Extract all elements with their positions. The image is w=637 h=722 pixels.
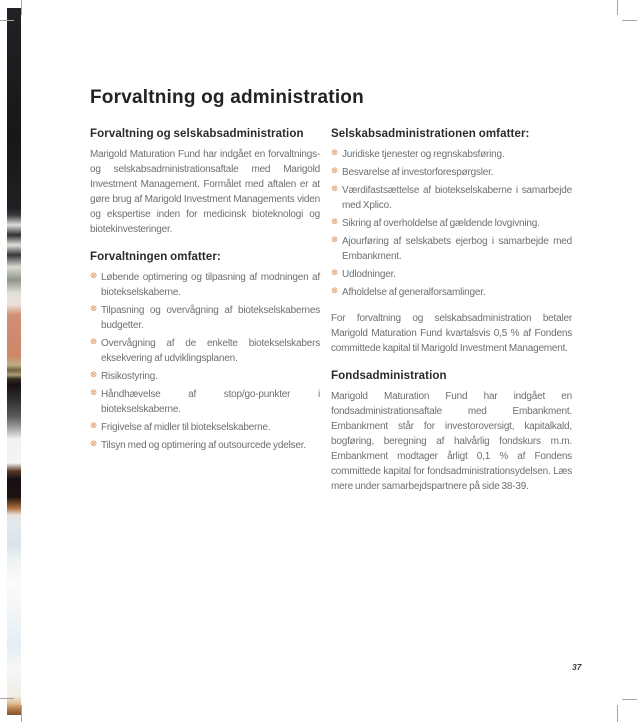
list-item-text: Løbende optimering og tilpasning af modningen af biotekselskaberne.: [101, 272, 320, 298]
page-content: [90, 86, 572, 505]
bullet-icon: ⊗: [331, 166, 339, 176]
section-heading-fondsadministration: Fondsadministration: [331, 370, 447, 382]
bullet-icon: ⊗: [90, 439, 98, 449]
list-item: [331, 147, 572, 162]
list-item-text: Tilpasning og overvågning af biotekselskabernes budgetter.: [101, 305, 320, 331]
two-column-layout: [90, 127, 572, 505]
list-item-text: Risikostyring.: [101, 371, 158, 382]
bullet-icon: ⊗: [331, 235, 339, 245]
list-item: [90, 438, 320, 453]
list-item-text: Værdifastsættelse af biotekselskaberne i samarbejde med Xplico.: [342, 185, 572, 211]
list-item: [331, 234, 572, 264]
crop-mark-top-left-horizontal: [0, 20, 14, 21]
bullet-icon: ⊗: [331, 268, 339, 278]
list-item: [90, 336, 320, 366]
list-item: [90, 369, 320, 384]
bullet-icon: ⊗: [90, 370, 98, 380]
list-item-text: Overvågning af de enkelte biotekselskabers eksekvering af udviklingsplanen.: [101, 338, 320, 364]
crop-mark-bottom-right-vertical: [617, 705, 618, 722]
crop-mark-top-right-vertical: [617, 0, 618, 15]
list-item: [331, 165, 572, 180]
list-item: [331, 216, 572, 231]
list-item-text: Sikring af overholdelse af gældende lovgivning.: [342, 218, 540, 229]
forvaltningen-bullet-list: [90, 270, 320, 453]
page-number: 37: [572, 662, 582, 672]
crop-mark-bottom-left-vertical: [21, 705, 22, 722]
bullet-icon: ⊗: [331, 148, 339, 158]
left-column: [90, 127, 320, 456]
photo-strip: [7, 8, 21, 715]
bullet-icon: ⊗: [331, 217, 339, 227]
bullet-icon: ⊗: [331, 286, 339, 296]
bullet-icon: ⊗: [90, 271, 98, 281]
list-item-text: Juridiske tjenester og regnskabsføring.: [342, 149, 505, 160]
bullet-icon: ⊗: [90, 421, 98, 431]
fee-paragraph: For forvaltning og selskabsadministration betaler Marigold Maturation Fund kvartalsvis 0,5 % af Fondens committede kapital til Marigold Investment Management.: [331, 313, 572, 354]
list-item: [90, 420, 320, 435]
right-column: [331, 127, 572, 505]
bullet-icon: ⊗: [90, 304, 98, 314]
page-title: Forvaltning og administration: [90, 87, 364, 108]
list-item-text: Afholdelse af generalforsamlinger.: [342, 287, 486, 298]
list-item: [90, 303, 320, 333]
list-item-text: Håndhævelse af stop/go-punkter i biotekselskaberne.: [101, 389, 320, 415]
bullet-icon: ⊗: [331, 184, 339, 194]
section-heading-forvaltning-og-selskabsadministration: Forvaltning og selskabsadministration: [90, 128, 304, 140]
list-item: [331, 183, 572, 213]
list-item: [90, 270, 320, 300]
crop-mark-top-left-vertical: [21, 0, 22, 15]
bullet-icon: ⊗: [90, 388, 98, 398]
crop-mark-bottom-left-horizontal: [0, 698, 14, 699]
section-heading-forvaltningen-omfatter: Forvaltningen omfatter:: [90, 251, 221, 263]
crop-mark-top-right-horizontal: [622, 20, 637, 21]
list-item: [331, 267, 572, 282]
list-item-text: Frigivelse af midler til biotekselskaberne.: [101, 422, 271, 433]
section-heading-selskabsadministrationen-omfatter: Selskabsadministrationen omfatter:: [331, 128, 530, 140]
bullet-icon: ⊗: [90, 337, 98, 347]
list-item: [331, 285, 572, 300]
list-item-text: Ajourføring af selskabets ejerbog i samarbejde med Embankment.: [342, 236, 572, 262]
list-item-text: Besvarelse af investorforespørgsler.: [342, 167, 494, 178]
selskabsadministration-bullet-list: [331, 147, 572, 300]
forvaltning-intro-paragraph: Marigold Maturation Fund har indgået en forvaltnings- og selskabsadministrationsaftale med Marigold Investment Management. Formålet med aftalen er at gøre brug af Marigold Investment Managements viden og ekspertise inden for medicinsk bioteknologi og biotekinvesteringer.: [90, 149, 320, 235]
list-item-text: Udlodninger.: [342, 269, 396, 280]
fondsadministration-paragraph: Marigold Maturation Fund har indgået en fondsadministrationsaftale med Embankment. Embankment står for investoroversigt, kapitalkald, bogføring, beregning af halvårlig fondskurs m.m. Embankment modtager årligt 0,1 % af Fondens committede kapital for fondsadministrationsydelsen. Læs mere under samarbejdspartnere på side 38-39.: [331, 391, 572, 492]
crop-mark-bottom-right-horizontal: [622, 699, 637, 700]
list-item: [90, 387, 320, 417]
list-item-text: Tilsyn med og optimering af outsourcede ydelser.: [101, 440, 306, 451]
